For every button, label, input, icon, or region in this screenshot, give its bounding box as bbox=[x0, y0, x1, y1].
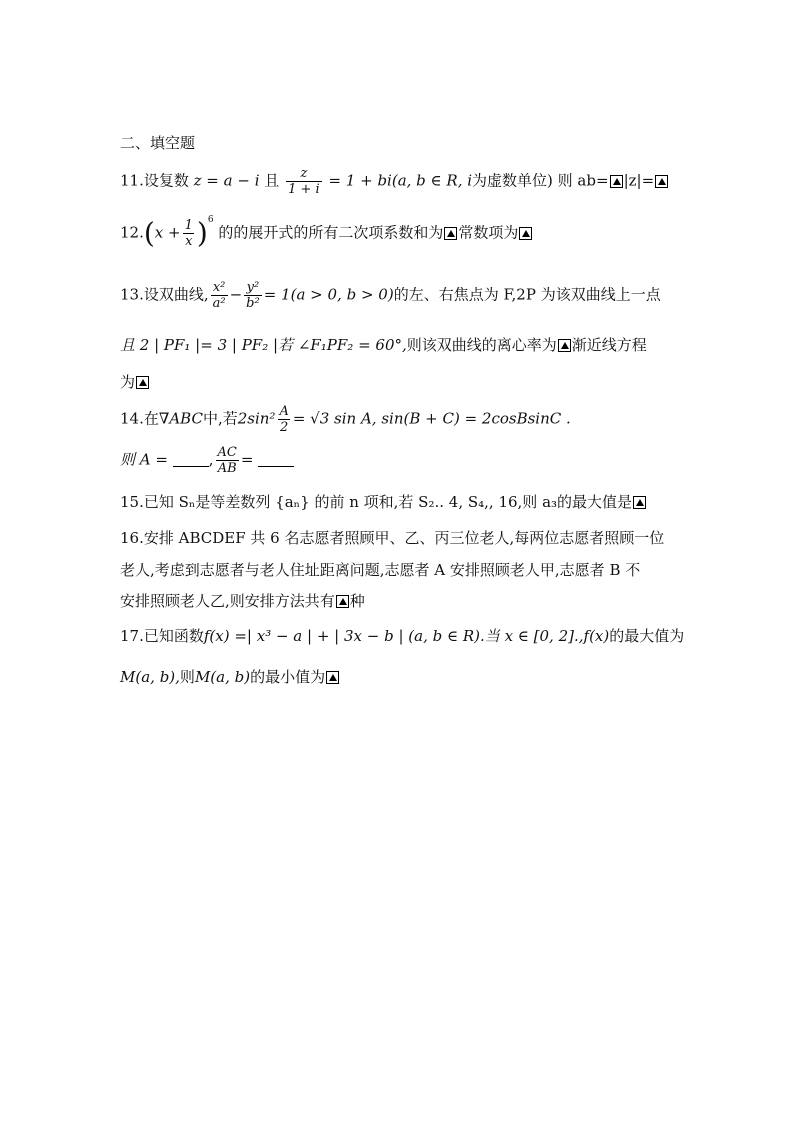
q13-f1-num: x² bbox=[212, 280, 226, 295]
q13-f2-num: y² bbox=[246, 280, 260, 295]
q14-line2b: = bbox=[240, 450, 254, 469]
q13-minus: − bbox=[229, 285, 243, 304]
q11-frac-num: z bbox=[300, 166, 308, 181]
question-16-line-1: 16.安排 ABCDEF 共 6 名志愿者照顾甲、乙、丙三位老人,每两位志愿者照顾一位 bbox=[120, 529, 665, 547]
q11-prefix: 11.设复数 bbox=[120, 171, 189, 190]
q14-line2a: 则 A = bbox=[120, 450, 168, 469]
question-13 bbox=[120, 280, 661, 311]
answer-blank-icon[interactable] bbox=[444, 227, 457, 240]
answer-blank-icon[interactable] bbox=[326, 671, 339, 684]
question-16-line-2: 老人,考虑到志愿者与老人住址距离问题,志愿者 A 安排照顾老人甲,志愿者 B 不 bbox=[120, 561, 641, 579]
q12-text2: 常数项为 bbox=[458, 223, 519, 242]
left-paren-icon: ( bbox=[143, 216, 155, 250]
q17-line2b: 则 bbox=[179, 668, 195, 686]
question-11 bbox=[120, 166, 669, 197]
q16-line3: 安排照顾老人乙,则安排方法共有 bbox=[120, 592, 335, 610]
q11-eq1: z = a − i bbox=[193, 171, 260, 190]
question-17-line-2 bbox=[120, 667, 340, 687]
answer-blank-icon[interactable] bbox=[633, 496, 646, 509]
answer-blank-icon[interactable] bbox=[655, 175, 668, 188]
q17-line2c: M(a, b) bbox=[194, 668, 251, 686]
q13-text1: 的左、右焦点为 F,2P 为该双曲线上一点 bbox=[393, 285, 661, 304]
q14-eq-b: = √3 sin A, sin(B + C) = 2cosBsinC . bbox=[292, 409, 571, 428]
q13-f2-den: b² bbox=[246, 296, 260, 311]
q13-line2a: 且 2 | PF₁ |= 3 | PF₂ | bbox=[120, 336, 279, 354]
question-12 bbox=[120, 214, 533, 250]
answer-blank-icon[interactable] bbox=[558, 339, 571, 352]
q14-frac2-num: AC bbox=[217, 445, 237, 460]
q12-x: x + bbox=[154, 223, 181, 242]
q11-mid: 为虚数单位) 则 ab= bbox=[472, 171, 609, 190]
q13-line2c: 则该双曲线的离心率为 bbox=[406, 336, 557, 354]
q13-frac2 bbox=[244, 280, 262, 311]
question-16-line-3 bbox=[120, 591, 365, 611]
q13-prefix: 13.设双曲线, bbox=[120, 285, 209, 304]
answer-blank-line[interactable] bbox=[173, 454, 209, 467]
q12-prefix: 12. bbox=[120, 223, 144, 242]
q14-frac2-den: AB bbox=[217, 461, 237, 476]
q14-tri: ∇ABC bbox=[158, 409, 203, 428]
question-14-line-2: 则 A = , $\frac{AC}{AB}$ = bbox=[120, 445, 294, 476]
question-13-line-2 bbox=[120, 335, 647, 355]
q12-text1: 的的展开式的所有二次项系数和为 bbox=[218, 223, 444, 242]
q14-frac-den: 2 bbox=[280, 420, 289, 435]
q12-exp: 6 bbox=[207, 214, 214, 225]
q17-line2d: 的最小值为 bbox=[250, 668, 326, 686]
q12-frac-num: 1 bbox=[184, 218, 193, 233]
q13-line2d: 渐近线方程 bbox=[571, 336, 647, 354]
q14-frac2 bbox=[216, 445, 239, 476]
q11-zabs: |z|= bbox=[623, 171, 655, 190]
answer-blank-icon[interactable] bbox=[610, 175, 623, 188]
q17-line2a: M(a, b), bbox=[120, 668, 180, 686]
answer-blank-line[interactable] bbox=[258, 454, 294, 467]
answer-blank-icon[interactable] bbox=[336, 595, 349, 608]
q11-eq2: = 1 + bi(a, b ∈ R, i bbox=[328, 171, 473, 190]
q11-and: 且 bbox=[264, 171, 280, 190]
q16-line3-end: 种 bbox=[349, 592, 365, 610]
q14-mid: 中,若 bbox=[202, 409, 238, 428]
q17-line1a: 17.已知函数 bbox=[120, 627, 204, 645]
q15-text: 15.已知 Sₙ是等差数列 {aₙ} 的前 n 项和,若 S₂.. 4, S₄,, 16,则 a₃的最大值是 bbox=[120, 493, 633, 511]
question-14 bbox=[120, 404, 571, 435]
q14-eq-a: 2sin² bbox=[237, 409, 276, 428]
question-13-line-3 bbox=[120, 372, 150, 392]
q17-line1d: f(x) bbox=[583, 627, 610, 645]
q11-frac-den: 1 + i bbox=[288, 182, 320, 197]
q14-prefix: 14.在 bbox=[120, 409, 159, 428]
right-paren-icon: ) bbox=[196, 216, 208, 250]
q17-line1b: f(x) =| x³ − a | + | 3x − b | (a, b ∈ R). bbox=[203, 627, 485, 645]
q13-f1-den: a² bbox=[212, 296, 226, 311]
q12-frac-den: x bbox=[185, 234, 193, 249]
answer-blank-icon[interactable] bbox=[136, 376, 149, 389]
q13-line2b: 若 ∠F₁PF₂ = 60°, bbox=[278, 336, 407, 354]
q12-fraction bbox=[183, 218, 195, 249]
q17-line1c: 当 x ∈ [0, 2]., bbox=[484, 627, 584, 645]
question-17 bbox=[120, 626, 684, 646]
q14-frac-num: A bbox=[279, 404, 289, 419]
q13-eq: = 1(a > 0, b > 0) bbox=[263, 285, 394, 304]
q14-fraction bbox=[277, 404, 290, 435]
question-15 bbox=[120, 492, 647, 512]
q11-fraction bbox=[286, 166, 322, 197]
section-title: 二、填空题 bbox=[120, 134, 196, 152]
q17-line1e: 的最大值为 bbox=[609, 627, 685, 645]
answer-blank-icon[interactable] bbox=[519, 227, 532, 240]
q13-frac1 bbox=[211, 280, 228, 311]
q13-line3: 为 bbox=[120, 373, 136, 391]
